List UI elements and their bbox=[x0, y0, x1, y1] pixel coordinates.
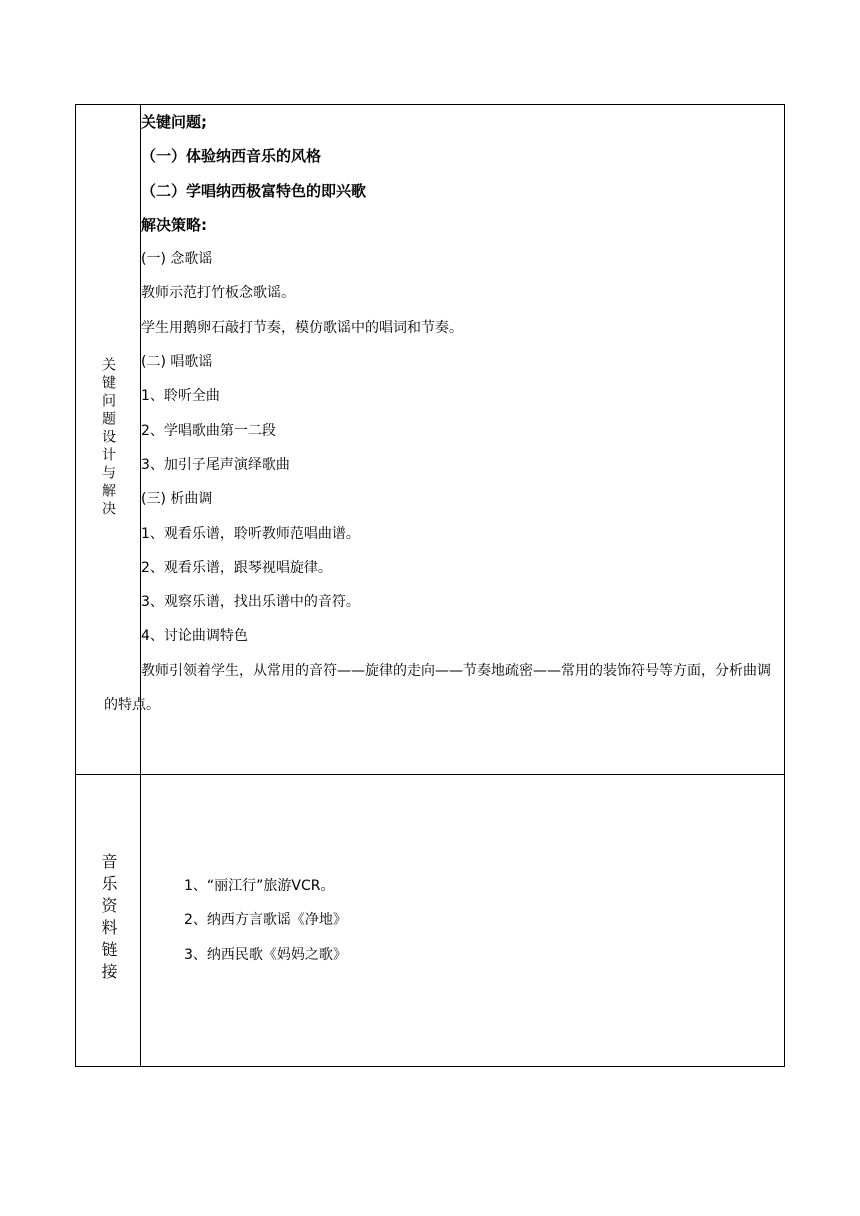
key-questions-line: 学生用鹅卵石敲打节奏，模仿歌谣中的唱词和节奏。 bbox=[141, 319, 463, 336]
resource-item: 1、“丽江行”旅游VCR。 bbox=[184, 878, 335, 895]
key-questions-line: (二) 唱歌谣 bbox=[141, 354, 213, 371]
key-questions-line: 教师示范打竹板念歌谣。 bbox=[141, 285, 295, 302]
music-resources-label: 音乐资料链接 bbox=[99, 852, 118, 985]
music-resources-content bbox=[141, 775, 785, 1067]
key-questions-line: 1、观看乐谱，聆听教师范唱曲谱。 bbox=[141, 525, 360, 542]
key-questions-row bbox=[76, 105, 785, 775]
key-questions-line: 关键问题; bbox=[141, 113, 207, 131]
key-questions-line: 3、观察乐谱，找出乐谱中的音符。 bbox=[141, 594, 360, 611]
key-questions-line: (三) 析曲调 bbox=[141, 491, 213, 508]
analysis-paragraph: 教师引领着学生，从常用的音符——旋律的走向——节奏地疏密——常用的装饰符号等方面，分析曲调的特点。 bbox=[104, 662, 771, 713]
lesson-plan-table bbox=[75, 104, 785, 1067]
key-questions-line: 1、聆听全曲 bbox=[141, 388, 220, 405]
key-questions-line: （二）学唱纳西极富特色的即兴歌 bbox=[141, 181, 367, 200]
key-questions-line: 2、观看乐谱，跟琴视唱旋律。 bbox=[141, 559, 332, 576]
resource-item: 2、纳西方言歌谣《净地》 bbox=[184, 912, 347, 929]
key-questions-label: 关键问题设计与解决 bbox=[100, 356, 116, 519]
music-resources-label-cell bbox=[76, 775, 141, 1067]
music-resources-lines bbox=[141, 869, 784, 972]
resource-item: 3、纳西民歌《妈妈之歌》 bbox=[184, 946, 347, 963]
key-questions-lines bbox=[141, 105, 784, 654]
key-questions-line: 4、讨论曲调特色 bbox=[141, 628, 248, 645]
key-questions-line: 解决策略: bbox=[141, 215, 207, 234]
key-questions-line: （一）体验纳西音乐的风格 bbox=[141, 147, 322, 166]
music-resources-row bbox=[76, 775, 785, 1067]
key-questions-line: 3、加引子尾声演绎歌曲 bbox=[141, 456, 290, 473]
key-questions-line: (一) 念歌谣 bbox=[141, 251, 213, 268]
key-questions-line: 2、学唱歌曲第一二段 bbox=[141, 422, 276, 439]
